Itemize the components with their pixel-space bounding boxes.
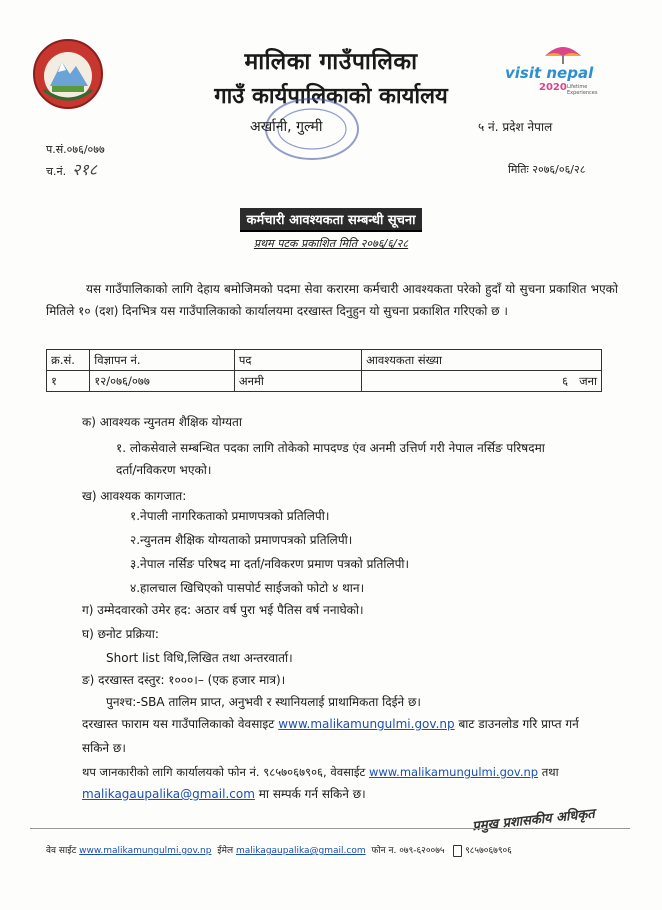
form-download-line [82, 714, 622, 734]
office-name: मालिका गाउँपालिका [244, 49, 418, 75]
office-address: अर्खानी, गुल्मी [250, 119, 323, 135]
footer-phone: फोन न. ०७९-६२००७५ [371, 846, 445, 856]
form-line-post: बाट डाउनलोड गरि प्राप्त गर्न [458, 717, 579, 731]
col-sn: क्र.सं. [47, 350, 90, 371]
section-gha-title: घ) छनोट प्रक्रिया: [82, 627, 159, 641]
notice-title [0, 208, 662, 232]
contact-line-post: तथा [541, 765, 559, 779]
footer-web-label: वेव साईट [46, 846, 77, 856]
visit-logo-year: 2020 [539, 82, 567, 93]
cell-sn: १ [47, 371, 90, 392]
signature-text: प्रमुख प्रशासकीय अधिकृत [471, 806, 596, 835]
col-count: आवश्यकता संख्या [362, 350, 602, 371]
published-date: प्रथम पटक प्रकाशित मिति २०७६/६/२८ [253, 237, 409, 250]
contact-line2 [82, 784, 366, 804]
table-row [47, 371, 602, 392]
dispatch-no [46, 158, 97, 180]
section-ka-item1-line1: १. लोकसेवाले सम्बन्धित पदका लागि तोकेको मापदण्ड एंव अनमी उत्तिर्ण गरी नेपाल नर्सिङ परिषदमा [116, 441, 545, 455]
list-item: ४.हालचाल खिचिएको पासपोर्ट साईजको फोटो ४ थान। [130, 581, 365, 595]
phone-icon [453, 845, 462, 857]
table-header-row [47, 350, 602, 371]
footer-email-link[interactable]: malikagaupalika@gmail.com [235, 846, 366, 856]
visit-logo-text: visit nepal [505, 64, 594, 82]
section-ga: ग) उम्मेदवारको उमेर हद: अठार वर्ष पुरा भई पैतिस वर्ष ननाघेको। [82, 603, 364, 617]
section-kha-title: ख) आवश्यक कागजात: [82, 489, 187, 503]
dispatch-no-label: च.नं. [46, 165, 67, 178]
letter-date: मितिः २०७६/०६/२८ [508, 163, 586, 176]
section-gha-text: Short list विधि,लिखित तथा अन्तरवार्ता। [106, 651, 293, 665]
footer-web-link[interactable]: www.malikamungulmi.gov.np [79, 846, 212, 856]
office-subtitle: गाउँ कार्यपालिकाको कार्यालय [214, 84, 448, 109]
footer-divider [30, 828, 630, 829]
province-label: ५ नं. प्रदेश नेपाल [478, 120, 553, 134]
section-note: पुनश्च:-SBA तालिम प्राप्त, अनुभवी र स्थानियलाई प्राथामिकता दिईने छ। [106, 695, 421, 709]
section-ka-title: क) आवश्यक न्युनतम शैक्षिक योग्यता [82, 415, 242, 429]
footer-email-label: ईमेल [217, 846, 234, 856]
website-link[interactable]: www.malikamungulmi.gov.np [278, 717, 455, 731]
visit-logo-tag: Lifetime Experiences [567, 84, 598, 96]
form-line-pre: दरखास्त फाराम यस गाउँपालिकाको वेवसाइट [82, 717, 275, 731]
notice-title-text: कर्मचारी आवश्यकता सम्बन्धी सूचना [240, 208, 421, 232]
form-download-line2: सकिने छ। [82, 741, 126, 755]
cell-ad-no: १२/०७६/०७७ [90, 371, 235, 392]
cell-count: ६ जना [362, 371, 602, 392]
dispatch-no-value: २१८ [72, 160, 98, 179]
col-ad-no: विज्ञापन नं. [90, 350, 235, 371]
contact-website-link[interactable]: www.malikamungulmi.gov.np [369, 765, 539, 779]
notice-intro: यस गाउँपालिकाको लागि देहाय बमोजिमको पदमा सेवा करारमा कर्मचारी आवश्यकता परेको हुदाँ यो सुचना प्रकाशित भएको मितिले १० (दश) दिनभित्र यस गाउँपालिकाको कार्यालयमा दरखास्त दिनुहुन यो सुचना प्रकाशित गरिएको छ । [46, 282, 618, 318]
col-post: पद [234, 350, 361, 371]
requirement-table [46, 349, 602, 392]
footer-mobile: ९८५७०६७९०६ [465, 846, 512, 856]
section-ka-item1-line2: दर्ता/नविकरण भएको। [116, 463, 212, 477]
contact-email-link[interactable]: malikagaupalika@gmail.com [82, 787, 255, 801]
list-item: ३.नेपाल नर्सिङ परिषद मा दर्ता/नविकरण प्रमाण पत्रको प्रतिलिपी। [130, 557, 410, 571]
contact-line-pre: थप जानकारीको लागि कार्यालयको फोन नं. ९८५७०६७९०६, वेवसाईट [82, 765, 366, 779]
footer [46, 843, 512, 857]
contact-line [82, 762, 642, 782]
contact-line2-post: मा सम्पर्क गर्न सकिने छ। [258, 787, 366, 801]
section-nga: ङ) दरखास्त दस्तुर: १०००।– (एक हजार मात्र)। [82, 673, 286, 687]
list-item: २.न्युनतम शैक्षिक योग्यताको प्रमाणपत्रको प्रतिलिपी। [130, 533, 353, 547]
fiscal-ref: प.सं.०७६/०७७ [46, 143, 105, 156]
list-item: १.नेपाली नागरिकताको प्रमाणपत्रको प्रतिलिपी। [130, 509, 330, 523]
cell-post: अनमी [234, 371, 361, 392]
